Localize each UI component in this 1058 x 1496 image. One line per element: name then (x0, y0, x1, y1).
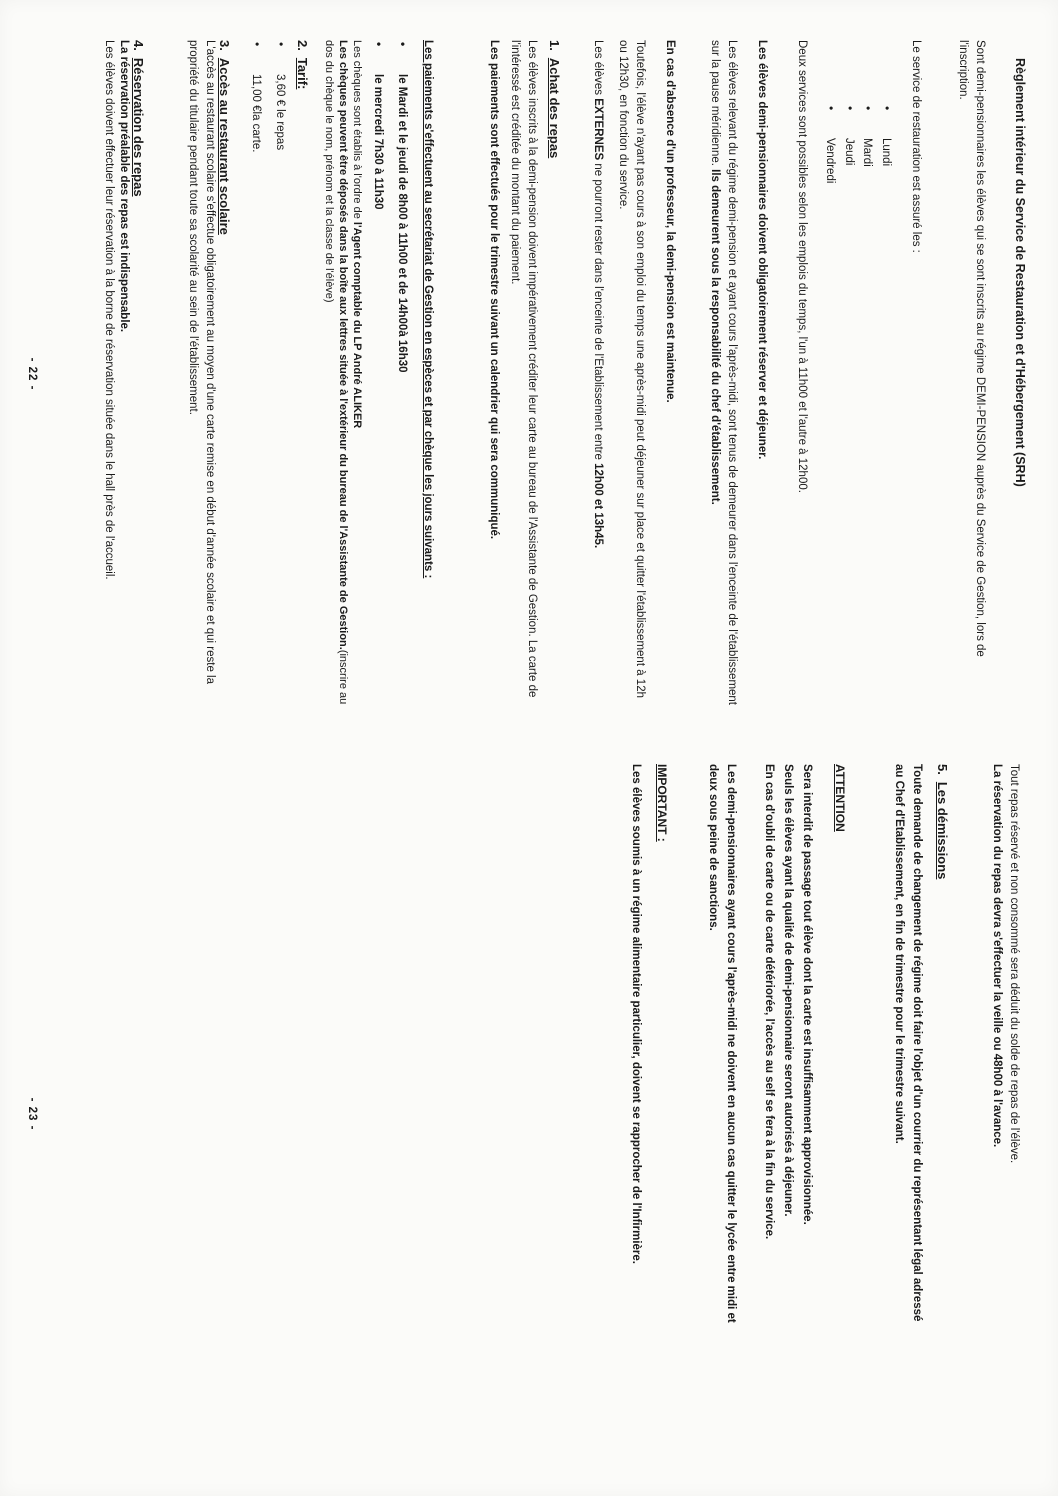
section-label: Achat des repas (547, 57, 562, 159)
schedule-label: le Mardi et le jeudi de 8h00 à 11h00 et de 14h00à 16h30 (396, 74, 408, 373)
cheques-paragraph (322, 40, 364, 708)
externes-time: 12h00 et 13h45. (592, 463, 604, 549)
section-label: Les démissions (935, 781, 950, 880)
day-label: Jeudi (843, 138, 855, 166)
externes-line (589, 40, 606, 708)
bullet-icon: • (861, 106, 876, 111)
bullet-icon: • (250, 42, 264, 47)
section-3-heading (216, 40, 233, 708)
day-label: Vendredi (824, 138, 837, 184)
section-label: Réservation des repas (131, 57, 146, 197)
section-number: 4. (131, 40, 146, 51)
no-leaving-line-2: deux sous peine de sanctions. (707, 764, 719, 931)
demission-paragraph (890, 764, 926, 1464)
stay-rule-normal: Les élèves relevant du régime demi-pension et ayant cours l'après-midi, sont tenus de demeurer dans l'enceinte de l'établissement sur la pause méridienne. (709, 40, 738, 706)
bullet-icon: • (372, 42, 386, 47)
no-leaving-paragraph (704, 764, 740, 1464)
list-item (264, 40, 288, 708)
stay-rule-paragraph (706, 40, 740, 708)
externes-mid: ne pourront rester dans l'enceinte de l'Etablissement entre (592, 160, 604, 464)
section-label: Accès au restaurant scolaire (217, 57, 232, 235)
bullet-icon: • (396, 42, 410, 47)
tarif-label: 3,60 € le repas (274, 74, 286, 151)
day-label: Mardi (861, 138, 874, 167)
externes-pre: Les élèves (592, 40, 604, 99)
section-label: Tarif: (295, 57, 310, 90)
list-item (857, 104, 876, 772)
reservation-terminal-line: Les élèves doivent effectuer leur réservation à la borne de réservation située dans le hall près de l'accueil. (103, 40, 115, 580)
payments-schedule-heading: Les paiements s'effectuent au secrétariat de Gestion en espèces et par chèque les jours suivants : (422, 40, 434, 579)
demission-line-2: au Chef d'Etablissement, en fin de trimestre pour le trimestre suivant. (893, 764, 905, 1144)
bullet-icon: • (274, 42, 288, 47)
list-item (386, 40, 410, 708)
two-services-line: Deux services sont possibles selon les emplois du temps, l'un à 11h00 et l'autre à 12h00. (796, 40, 808, 493)
attention-rule-line: Seuls les élèves ayant la qualité de demi-pensionnaire seront autorisés à déjeuner. (782, 764, 794, 1217)
reservation-bold-line: La réservation préalable des repas est indispensable. (118, 40, 130, 333)
page-number-22: - 22 - (26, 357, 38, 391)
section-5-heading (934, 764, 951, 1464)
absence-rule-line: En cas d'absence d'un professeur, la demi-pension est maintenue. (664, 40, 676, 403)
attention-rule-line: Sera interdit de passage tout élève dont la carte est insuffisamment approvisionnée. (801, 764, 813, 1225)
document-title: Règlement intérieur du Service de Restauration et d'Hébergement (SRH) (1013, 58, 1027, 487)
access-paragraph: L'accès au restaurant scolaire s'effectue obligatoirement au moyen d'une carte remise en début d'année scolaire et qui reste la propriété du titulaire pendant toute sa scolarité au sein de l'établissement. (187, 40, 216, 685)
cheques-bold: l'Agent comptable du LP André ALIKER (351, 221, 363, 429)
important-heading: IMPORTANT : (655, 764, 669, 842)
no-leaving-line-1: Les demi-pensionnaires ayant cours l'après-midi ne doivent en aucun cas quitter le lycée entre midi et (725, 764, 737, 1323)
toutefois-paragraph: Toutefois, l'élève n'ayant pas cours à son emploi du temps une après-midi peut déjeuner sur place et quitter l'établissement à 12h ou 12h30, en fonction du service. (617, 40, 646, 698)
cheques-bold-2: Les chèques peuvent être déposés dans la boîte aux lettres située à l'extérieur du bureau de l'Assistante de Gestion. (337, 40, 349, 650)
diet-line: Les élèves soumis à un régime alimentaire particulier, doivent se rapprocher de l'Infirmière. (630, 764, 642, 1264)
day-label: Lundi (880, 138, 892, 167)
list-item (876, 104, 895, 772)
page-23-half (0, 748, 1058, 1496)
list-item (362, 40, 386, 708)
stay-rule-bold: Ils demeurent sous la responsabilité du chef d'établissement. (709, 169, 721, 505)
section-number: 3. (217, 40, 232, 51)
list-item (839, 104, 858, 772)
credit-card-paragraph: Les élèves inscrits à la demi-pension doivent impérativement créditer leur carte au bureau de l'Assistante de Gestion. La carte de l'intéressé est créditée du montant du paiement. (509, 40, 538, 698)
tarif-list (240, 40, 288, 708)
must-reserve-line: Les élèves demi-pensionnaires doivent obligatoirement réserver et déjeuner. (756, 40, 768, 460)
cheques-normal-2: (inscrire au dos du chèque le nom, prénom et la classe de l'élève) (323, 40, 349, 705)
bullet-icon: • (824, 106, 839, 111)
section-4-heading (130, 40, 147, 708)
attention-heading: ATTENTION (833, 764, 847, 832)
section-1-heading (546, 40, 563, 708)
section-number: 1. (547, 40, 562, 51)
payments-trimester-line: Les paiements sont effectués pour le trimestre suivant un calendrier qui sera communiqué. (488, 40, 500, 540)
reserve-deadline-line: La réservation du repas devra s'effectuer la veille ou 48h00 à l'avance. (991, 764, 1003, 1148)
page-number-23: - 23 - (26, 1097, 38, 1131)
service-intro-line: Le service de restauration est assuré les : (910, 40, 922, 253)
tarif-label: 11,00 €la carte. (250, 74, 262, 153)
attention-rule-line: En cas d'oubli de carte ou de carte détériorée, l'accès au self se fera à la fin du service. (763, 764, 775, 1240)
demission-line-1: Toute demande de changement de régime doit faire l'objet d'un courrier du représentant légal adressé (911, 764, 923, 1322)
cheques-normal: Les chèques sont établis à l'ordre de (351, 40, 363, 222)
page-23 (0, 748, 1058, 1496)
section-number: 5. (935, 764, 950, 775)
list-item (240, 40, 264, 708)
intro-paragraph: Sont demi-pensionnaires les élèves qui se sont inscrits au régime DEMI-PENSION auprès du Service de Gestion, lors de l'inscription. (957, 40, 986, 657)
service-days-list (820, 40, 894, 772)
section-number: 2. (295, 40, 310, 51)
section-2-heading (294, 40, 311, 708)
unconsumed-meal-line: Tout repas réservé et non consommé sera déduit du solde de repas de l'élève. (1008, 764, 1020, 1164)
externes-bold: EXTERNES (592, 98, 604, 161)
bullet-icon: • (843, 106, 857, 111)
list-item (820, 104, 839, 772)
bullet-icon: • (880, 106, 894, 111)
attention-rules (759, 764, 816, 1464)
schedule-label: le mercredi 7h30 à 11h30 (372, 74, 384, 210)
payment-days-list (362, 40, 410, 708)
